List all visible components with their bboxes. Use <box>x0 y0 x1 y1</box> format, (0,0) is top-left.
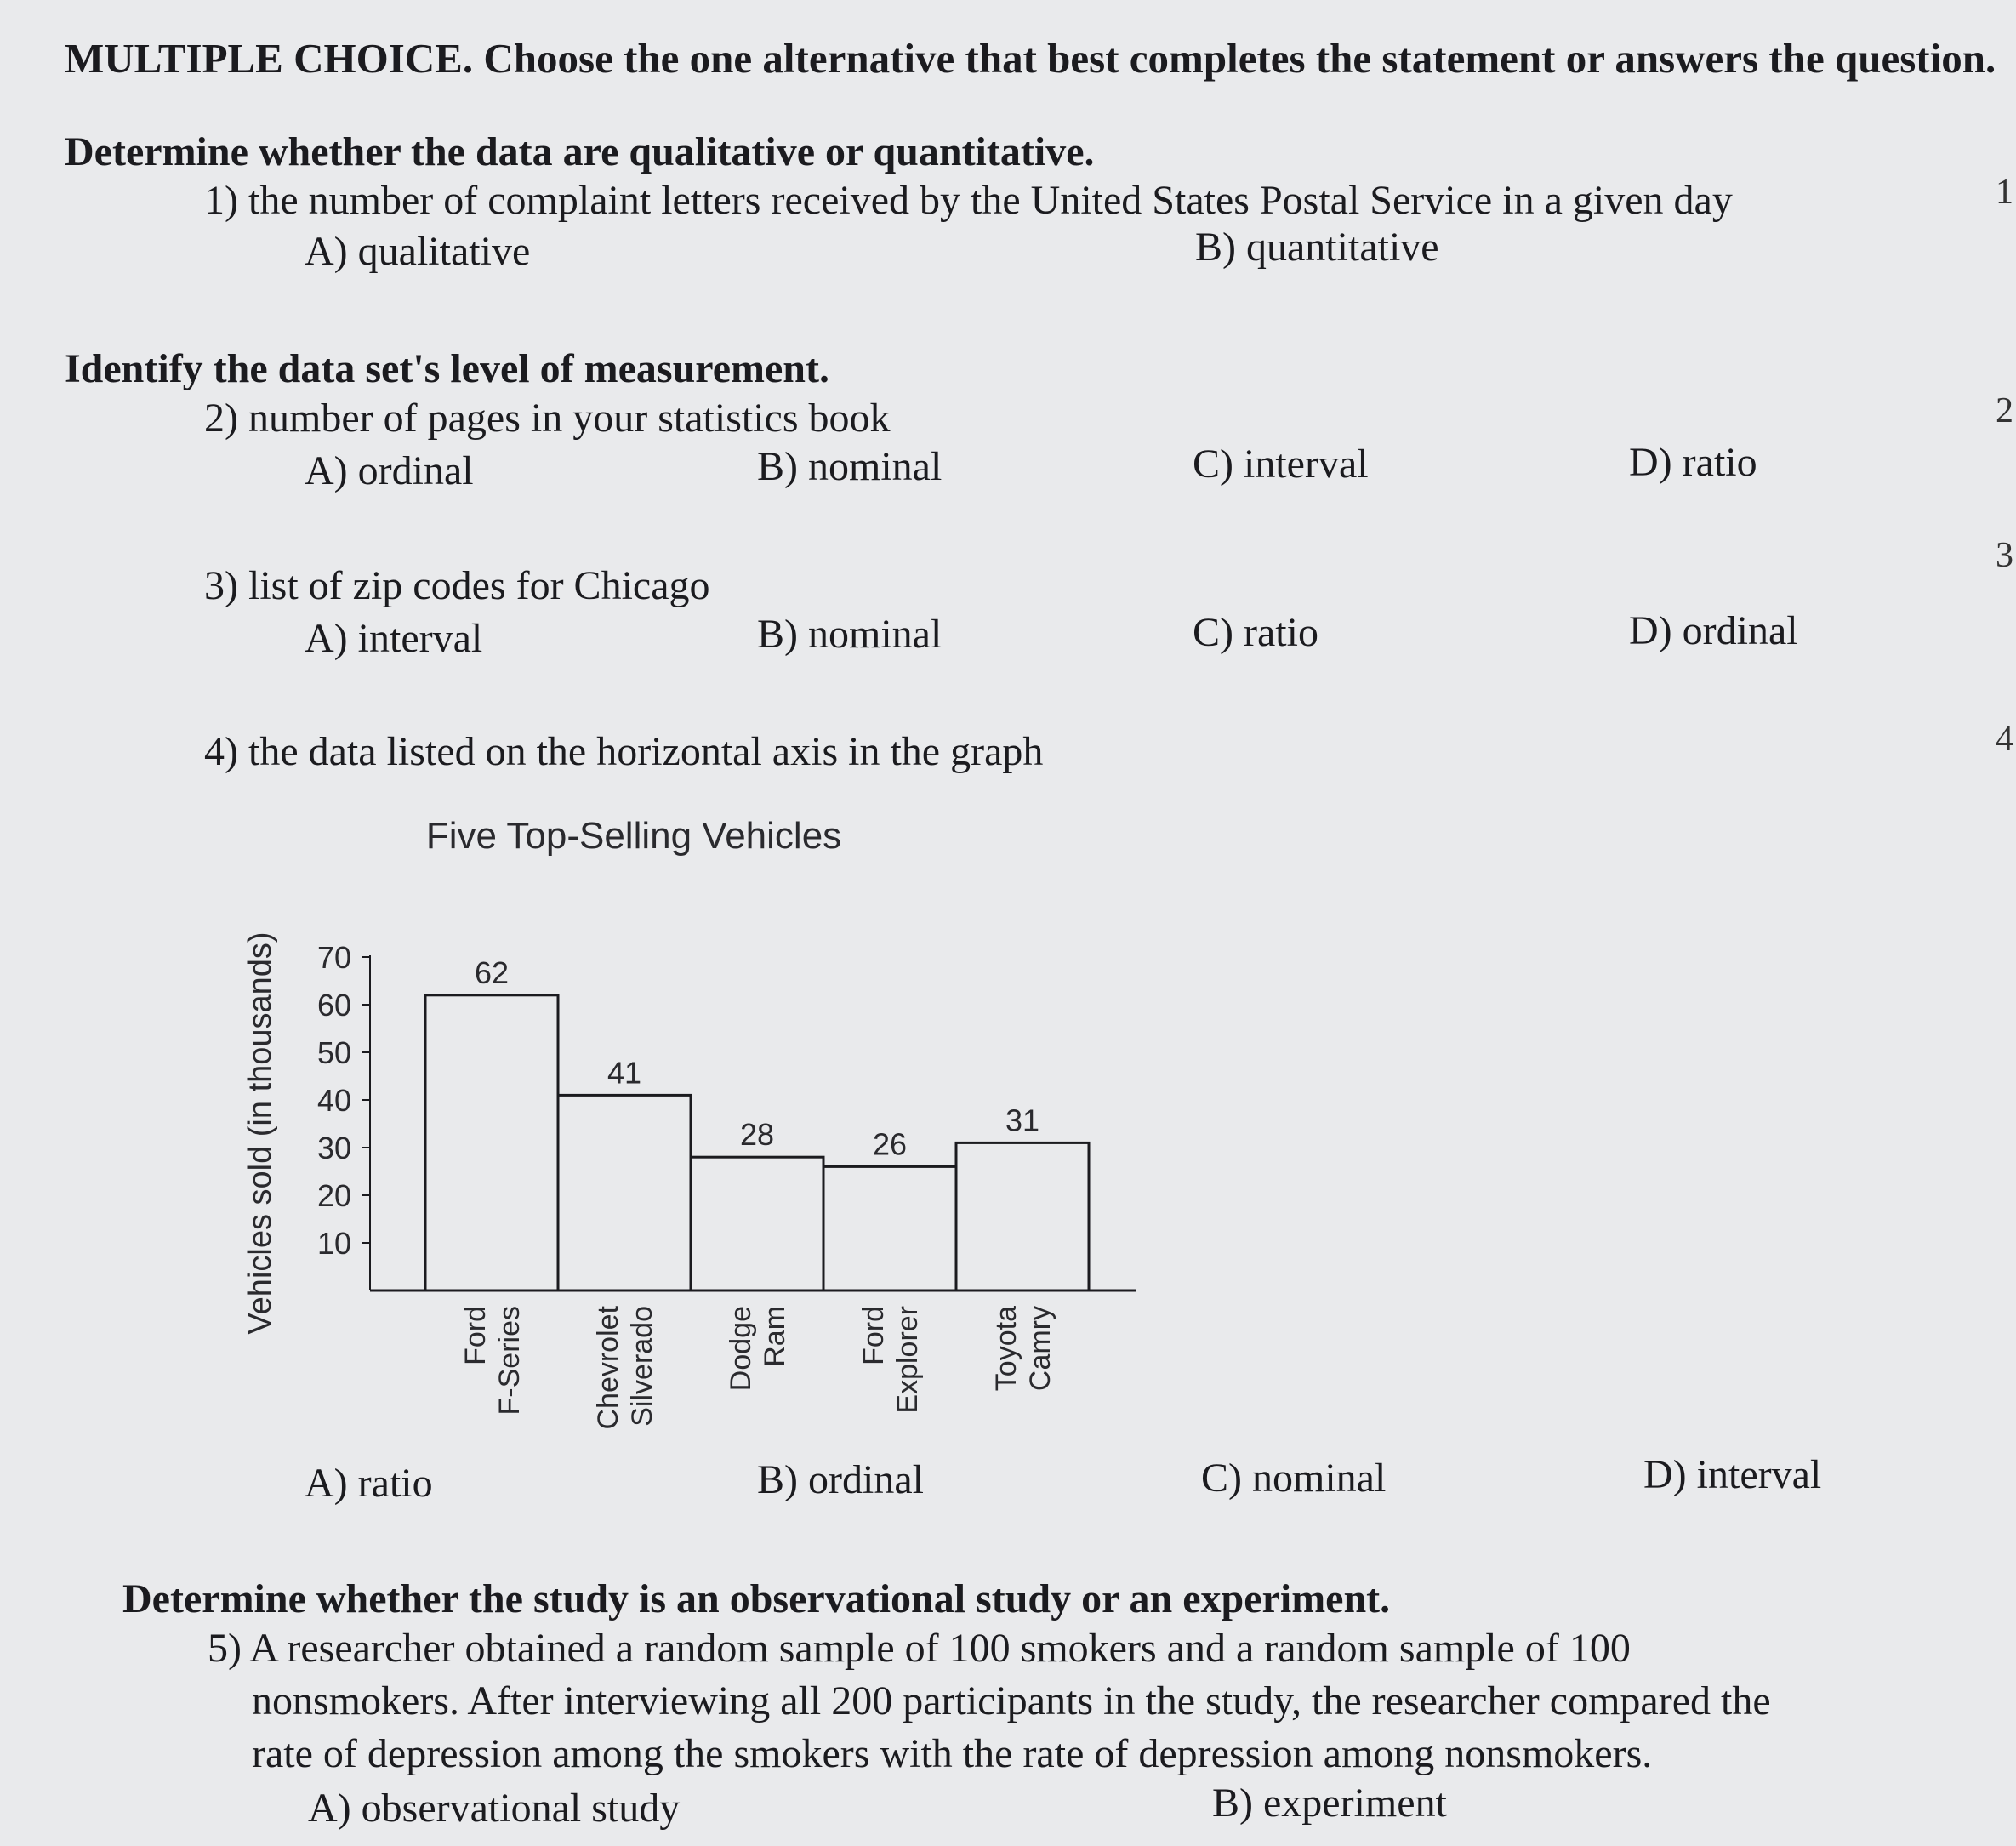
question-2-option-b[interactable]: B) nominal <box>757 444 943 489</box>
chart-y-tick-label: 30 <box>316 1131 351 1165</box>
question-3-option-d[interactable]: D) ordinal <box>1629 608 1798 653</box>
question-4-option-d[interactable]: D) interval <box>1643 1452 1822 1497</box>
question-4-option-c[interactable]: C) nominal <box>1201 1456 1387 1501</box>
question-5-option-a[interactable]: A) observational study <box>308 1786 681 1831</box>
question-2-option-a[interactable]: A) ordinal <box>305 448 474 493</box>
chart-bar <box>425 995 558 1290</box>
question-4-margin-number: 4 <box>1996 720 2013 759</box>
question-1-text: 1) the number of complaint letters received by the United States Postal Service in a given day <box>204 178 1733 223</box>
question-3-option-c[interactable]: C) ratio <box>1193 610 1318 655</box>
instructions-heading: MULTIPLE CHOICE. Choose the one alternative that best completes the statement or answers the question. <box>65 35 1996 82</box>
chart-category-label: Explorer <box>891 1306 924 1414</box>
chart-category-label: Ram <box>759 1306 791 1367</box>
question-3-text: 3) list of zip codes for Chicago <box>204 563 710 608</box>
chart-category-label: Camry <box>1024 1306 1056 1392</box>
chart-y-tick-label: 60 <box>316 988 351 1023</box>
chart-category-label: Chevrolet <box>592 1306 624 1430</box>
chart-category-label: Toyota <box>990 1306 1022 1392</box>
question-5-text-line-2: nonsmokers. After interviewing all 200 participants in the study, the researcher compared the <box>252 1678 1771 1724</box>
question-2-option-d[interactable]: D) ratio <box>1629 440 1757 485</box>
section-title-qualitative: Determine whether the data are qualitative or quantitative. <box>65 129 1095 174</box>
question-1-option-b[interactable]: B) quantitative <box>1195 225 1439 270</box>
question-5-text-line-3: rate of depression among the smokers with the rate of depression among nonsmokers. <box>252 1731 1653 1776</box>
question-2-option-c[interactable]: C) interval <box>1193 442 1369 487</box>
chart-bar <box>956 1142 1089 1290</box>
chart-data-label: 41 <box>607 1055 642 1091</box>
chart-y-tick-label: 50 <box>316 1035 351 1070</box>
question-2-text: 2) number of pages in your statistics book <box>204 396 891 441</box>
chart-title: Five Top-Selling Vehicles <box>425 815 842 857</box>
section-title-study-type: Determine whether the study is an observational study or an experiment. <box>122 1576 1391 1621</box>
question-3-option-a[interactable]: A) interval <box>305 616 483 661</box>
question-1-option-a[interactable]: A) qualitative <box>305 229 531 274</box>
chart-bar <box>823 1166 956 1290</box>
chart-category-label: Silverado <box>626 1306 658 1427</box>
question-5-option-b[interactable]: B) experiment <box>1212 1780 1447 1826</box>
chart-y-tick-label: 10 <box>316 1226 351 1261</box>
chart-y-tick-label: 40 <box>316 1083 351 1118</box>
chart-y-axis-label: Vehicles sold (in thousands) <box>242 932 278 1335</box>
chart-category-label: F-Series <box>493 1306 526 1416</box>
question-2-margin-number: 2 <box>1996 391 2013 430</box>
chart-category-label: Dodge <box>725 1306 757 1392</box>
question-1-margin-number: 1 <box>1996 173 2013 212</box>
chart-y-tick-label: 20 <box>316 1178 351 1213</box>
question-3-margin-number: 3 <box>1996 536 2013 575</box>
section-title-level-of-measurement: Identify the data set's level of measurement. <box>65 346 829 391</box>
chart-category-label: Ford <box>857 1306 890 1365</box>
chart-data-label: 31 <box>1005 1102 1040 1138</box>
vehicles-bar-chart <box>230 808 1165 1455</box>
question-4-option-a[interactable]: A) ratio <box>305 1461 433 1506</box>
chart-category-label: Ford <box>459 1306 492 1365</box>
chart-y-tick-label: 70 <box>316 940 351 975</box>
question-4-option-b[interactable]: B) ordinal <box>757 1457 924 1502</box>
chart-data-label: 62 <box>474 954 510 990</box>
chart-bar <box>691 1157 823 1290</box>
chart-data-label: 26 <box>872 1126 908 1162</box>
question-3-option-b[interactable]: B) nominal <box>757 612 943 657</box>
chart-data-label: 28 <box>739 1117 775 1153</box>
chart-bar <box>558 1095 691 1290</box>
question-5-text-line-1: 5) A researcher obtained a random sample of 100 smokers and a random sample of 100 <box>208 1626 1631 1671</box>
question-4-text: 4) the data listed on the horizontal axis in the graph <box>204 729 1044 774</box>
